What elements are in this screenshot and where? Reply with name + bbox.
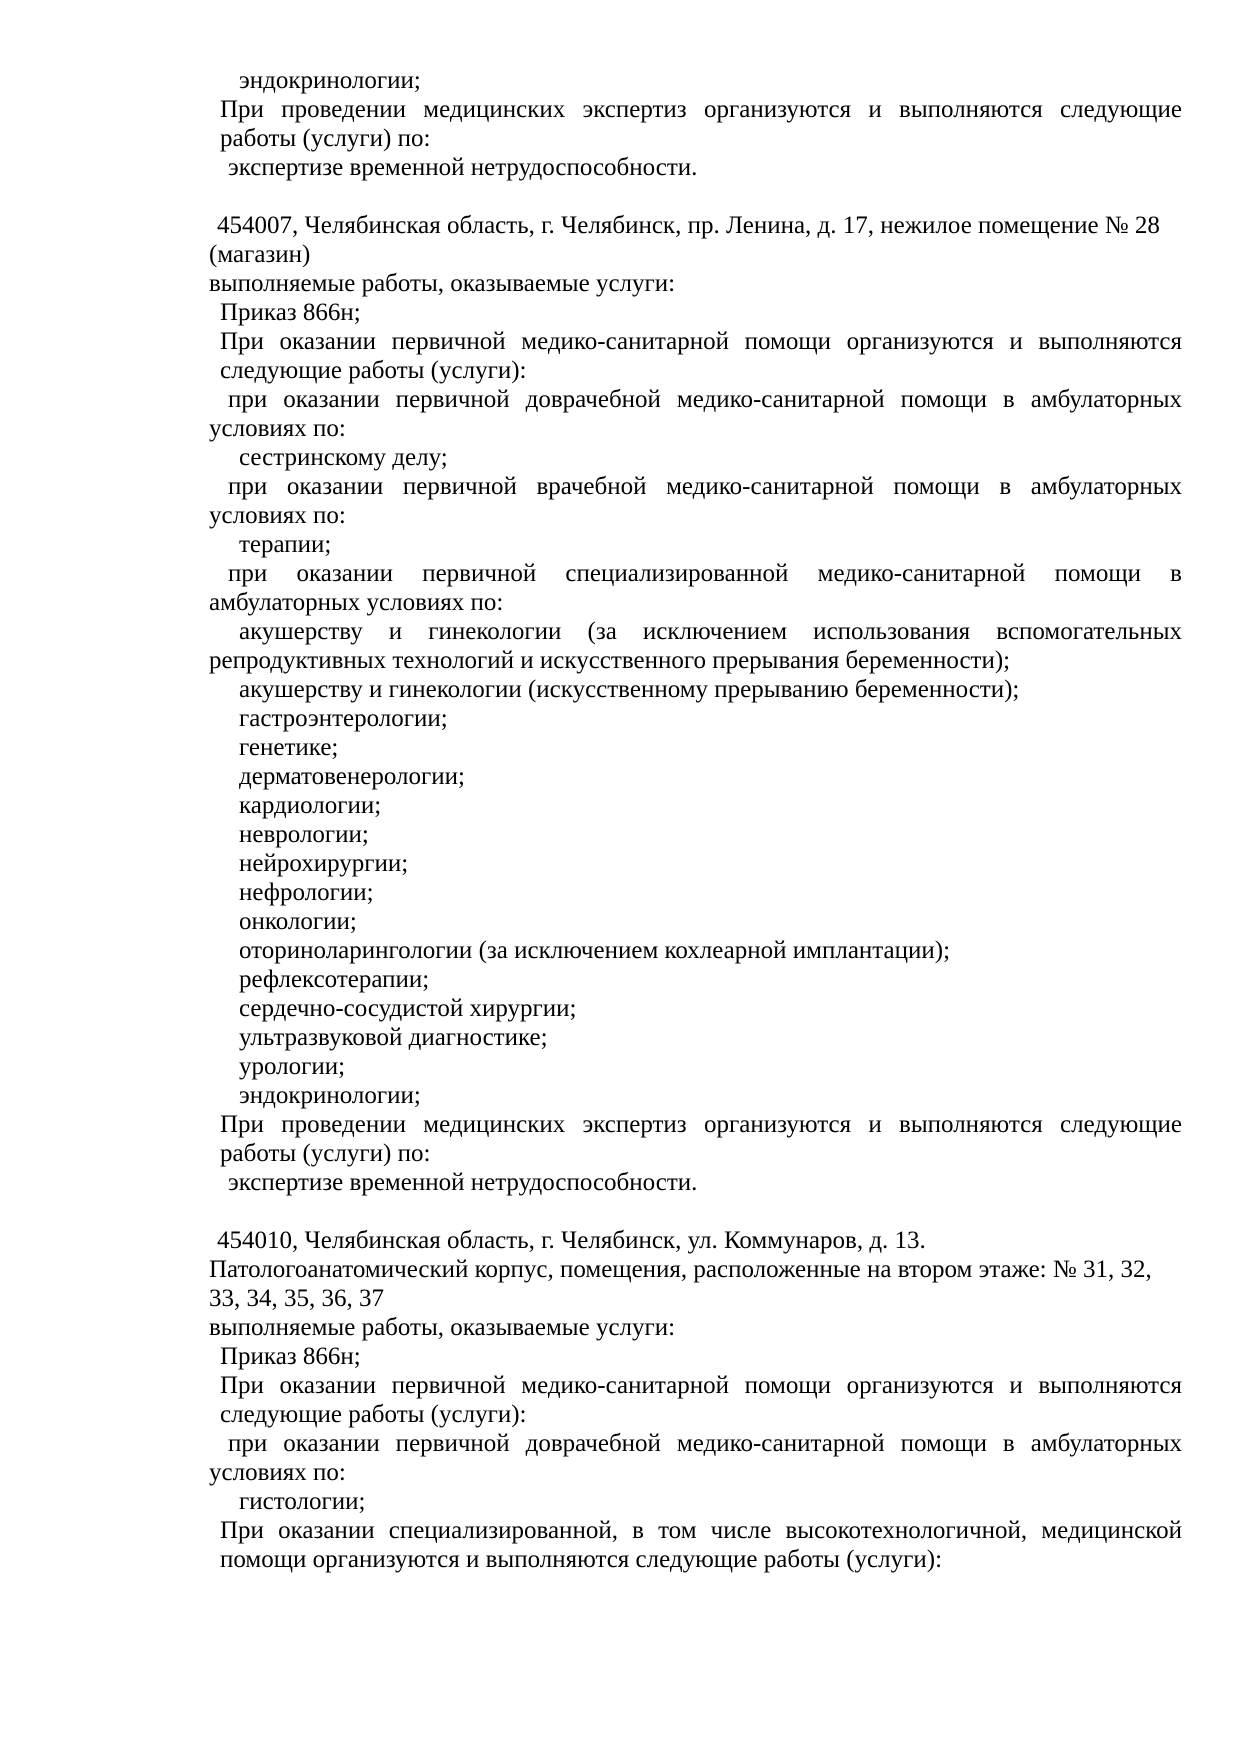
service-item-line: ультразвуковой диагностике;: [239, 1024, 548, 1051]
location-454010-section: [209, 1226, 1182, 1574]
service-item-line: акушерству и гинекологии (искусственному прерыванию беременности);: [239, 676, 1020, 703]
service-item-line: гастроэнтерологии;: [239, 705, 448, 732]
text-line: работы (услуги) по:: [220, 1140, 431, 1167]
text-line: Приказ 866н;: [220, 1343, 361, 1370]
text-line: При проведении медицинских экспертиз организуются и выполняются следующие: [220, 1111, 1182, 1138]
service-item-line: нейрохирургии;: [239, 850, 409, 877]
service-item-line: эндокринологии;: [239, 67, 421, 94]
document-body: [209, 66, 1182, 1574]
service-item-line: кардиологии;: [239, 792, 382, 819]
text-line: работы (услуги) по:: [220, 125, 431, 152]
text-line: при оказании первичной специализированной медико-санитарной помощи в: [228, 560, 1182, 587]
blank-line: [209, 1197, 1182, 1226]
text-line: при оказании первичной врачебной медико-санитарной помощи в амбулаторных: [228, 473, 1182, 500]
text-line: помощи организуются и выполняются следующие работы (услуги):: [220, 1546, 943, 1573]
address-line: (магазин): [209, 241, 311, 268]
service-item-line: репродуктивных технологий и искусственного прерывания беременности);: [209, 647, 1011, 674]
service-item-line: онкологии;: [239, 908, 357, 935]
text-line: При оказании первичной медико-санитарной помощи организуются и выполняются: [220, 1372, 1182, 1399]
service-item-line: урологии;: [239, 1053, 346, 1080]
text-line: При оказании первичной медико-санитарной помощи организуются и выполняются: [220, 328, 1182, 355]
address-line: 454007, Челябинская область, г. Челябинск, пр. Ленина, д. 17, нежилое помещение № 28: [217, 212, 1160, 239]
text-line: При проведении медицинских экспертиз организуются и выполняются следующие: [220, 96, 1182, 123]
address-line: 33, 34, 35, 36, 37: [209, 1285, 384, 1312]
service-item-line: сестринскому делу;: [239, 444, 448, 471]
services-continuation-section: [209, 66, 1182, 182]
service-item-line: экспертизе временной нетрудоспособности.: [228, 1169, 698, 1196]
service-item-line: генетике;: [239, 734, 339, 761]
text-line: выполняемые работы, оказываемые услуги:: [209, 270, 676, 297]
blank-line: [209, 182, 1182, 211]
service-item-line: эндокринологии;: [239, 1082, 421, 1109]
text-line: Приказ 866н;: [220, 299, 361, 326]
text-line: при оказании первичной доврачебной медико-санитарной помощи в амбулаторных: [228, 386, 1182, 413]
service-item-line: терапии;: [239, 531, 332, 558]
text-line: следующие работы (услуги):: [220, 1401, 527, 1428]
service-item-line: неврологии;: [239, 821, 369, 848]
service-item-line: экспертизе временной нетрудоспособности.: [228, 154, 698, 181]
text-line: условиях по:: [209, 1459, 346, 1486]
service-item-line: дерматовенерологии;: [239, 763, 465, 790]
text-line: При оказании специализированной, в том числе высокотехнологичной, медицинской: [220, 1517, 1182, 1544]
address-line: Патологоанатомический корпус, помещения, расположенные на втором этаже: № 31, 32,: [209, 1256, 1152, 1283]
service-item-line: акушерству и гинекологии (за исключением использования вспомогательных: [239, 618, 1182, 645]
service-item-line: гистологии;: [239, 1488, 366, 1515]
service-item-line: сердечно-сосудистой хирургии;: [239, 995, 577, 1022]
text-line: условиях по:: [209, 415, 346, 442]
text-line: следующие работы (услуги):: [220, 357, 527, 384]
text-line: при оказании первичной доврачебной медико-санитарной помощи в амбулаторных: [228, 1430, 1182, 1457]
service-item-line: нефрологии;: [239, 879, 374, 906]
text-line: условиях по:: [209, 502, 346, 529]
location-454007-section: [209, 211, 1182, 1197]
text-line: выполняемые работы, оказываемые услуги:: [209, 1314, 676, 1341]
address-line: 454010, Челябинская область, г. Челябинск, ул. Коммунаров, д. 13.: [217, 1227, 926, 1254]
text-line: амбулаторных условиях по:: [209, 589, 504, 616]
service-item-line: оториноларингологии (за исключением кохлеарной имплантации);: [239, 937, 951, 964]
service-item-line: рефлексотерапии;: [239, 966, 430, 993]
